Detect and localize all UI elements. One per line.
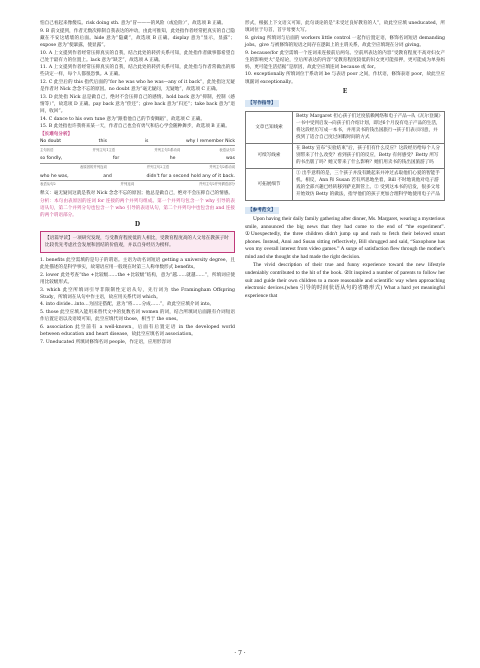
sentence-chunk: was xyxy=(226,156,235,162)
answer-explanation-12: 12. C 此空后的 this 指代后面的“for he was who he was—any of it back”，此处指这无疑是作者对 Nick 念念不忘的原因。no doubt 意为“毫无疑问，无疑地”，故选项 C 正确。 xyxy=(40,80,235,93)
table-content-cell: ① 出乎意料的是，三个孩子并没有跳起来并冲过去取他们心爱的智能手机。相反，Ann 和 Susan 若有所思地坐着，Bill 不时地说他对电子游戏的全部兴趣已经转移到萨克斯管上。② 受到这本书的启发，很多父母开始效仿 Betty 的做法，指导他们的孩子更加合理科学地使用电子产品 xyxy=(293,168,445,200)
sentence-chunk: he xyxy=(169,156,176,162)
page-number: · 7 · xyxy=(234,650,246,657)
answer-explanation-13: 13. D 此处指 Nick 总是做自己，绝对不会压抑自己的感情。hold back 意为“抑制，控制（感情等）”，故选项 D 正确。pay back 意为“偿还”；give back 意为“归还”；take back 意为“退回，收回”。 xyxy=(40,94,235,115)
essay-paragraph: The vivid description of their true and funny experience toward the new lifestyle undeniably contributed to the hit of the book. ②It inspired a number of parents to follow her suit and guide their own children to a more reasonable and scientific way when approaching electronic devices.(when 引导的时间状语从句的省略形式) What a hard yet meaningful experience that xyxy=(245,262,445,299)
sentence-tags-1 xyxy=(40,145,235,154)
right-column xyxy=(245,20,445,301)
sentence-chunk: this xyxy=(98,139,108,145)
section-d-title: D xyxy=(134,220,141,228)
answer-explanation-14: 14. C dance to his own tune 意为“跟着他自己的节奏舞蹈”，故选项 C 正确。 xyxy=(40,116,205,122)
grammar-tag: 并列连词 xyxy=(120,182,135,187)
grammar-tag: 并列主句1主语 xyxy=(92,147,116,152)
table-row xyxy=(246,111,445,143)
sentence-analysis-heading: 【长难句分析】 xyxy=(40,132,73,138)
blank-answer-7: 7. Uneducated 所填词修饰名词 people，作定语，应用形容词 xyxy=(40,339,171,345)
sample-essay xyxy=(245,216,445,301)
grammar-tag: 并列主句2主语 xyxy=(146,165,170,170)
answer-explanation-8: 怕自己看起来像傻瓜。risk doing sth. 意为“冒———的风险（或危险）”，故选项 B 正确。 xyxy=(40,21,226,26)
sentence-line-2 xyxy=(40,155,235,162)
grammar-tag: 表语从句1 xyxy=(219,147,235,152)
sentence-tags-2 xyxy=(40,163,235,172)
answer-explanation-9: 9. B 前文提到，作者无数次抑制自我表达的冲动，由此可推知，此处指作者经常把真实的自己隐藏在不安这堵墙的后面。hide 意为“隐藏”，故选项 B 正确。display 意为“显示，显露”；expose 意为“使暴露，使显露”。 xyxy=(40,28,235,48)
table-content-cell: Betty Margaret 担心孩子们过度依赖网络和电子产品→从《瓦尔登湖》一书中受到启发→向孩子们介绍计划，即过6个月没有电子产品的生活，将这段经历写成一本书，并用卖书的钱出国旅行→孩子们表示同意，并找到了适合自己度过闲暇时间的方式 xyxy=(293,111,445,143)
blank-answer-10: 10. exceptionally 所填词位于系动词 be 与表语 poor 之间，作状语，修饰表语 poor，故此空应填副词 exceptionally。 xyxy=(245,72,445,85)
sample-essay-heading: 【参考范文】 xyxy=(245,207,279,214)
sentence-chunk: so fondly, xyxy=(40,156,63,162)
grammar-tag: 表语从句2 xyxy=(40,182,56,187)
left-column xyxy=(40,20,235,346)
grammar-tag: 主句状语 xyxy=(40,147,54,152)
sentence-chunk: for xyxy=(112,156,120,162)
answer-explanation-15: 15. B 此处指也许我将来某一天，作者自己也会有勇气和信心学会随种舞步，故选项 B 正确。 xyxy=(40,124,230,130)
blank-answer-6: 6. association 此空前有 a well-known，后面有后置定语 in the developed world between education and heart disease，故此空应填名词 association。 xyxy=(40,324,235,337)
blank-answer-1: 1. benefits 此空需填的是句子的谓语。主语为动名词短语 getting a university degree，且此处描述的是科学事实，故谓语应用一般现在时第三人称单数形式 benefits。 xyxy=(40,258,235,271)
grammar-tag: 并列主句1系动词 xyxy=(154,147,181,152)
passage-guide-text: 【语篇导读】一项研究发现，与受教育程度低的人相比，受教育程度高的人父母在教孩子时比较优先考虑社会发展和团结的价值观，并以自身经历为榜样。 xyxy=(45,235,229,248)
blank-answer-8: 8. giving 所填词与后面的 workers little control 一起作后置定语，修饰名词短语 demanding jobs。give 与被修饰的短语之间存在逻辑上的主谓关系，故此空应填现在分词 giving。 xyxy=(245,35,445,48)
table-row xyxy=(246,143,445,168)
sentence-chunk: who he was, xyxy=(40,173,69,179)
table-label-cell: 文章已知线索 xyxy=(246,111,293,143)
blank-answer-2: 2. lower 此处考查“the +比较级……the +比较级”结构，意为“越……就越……”，所填词应使用比较级形式。 xyxy=(40,272,235,285)
table-row xyxy=(246,168,445,200)
writing-guide-table xyxy=(245,111,445,201)
sentence-chunk: No doubt xyxy=(40,139,62,145)
grammar-tag: 并列主句2并列谓语部分 xyxy=(198,182,235,187)
table-label-cell: 可拓展细节 xyxy=(246,168,293,200)
blank-answer-5: 5. those 此空应填入能用来替代文中的复数名词 women 的词，结合所填词后面跟有介词短语作后置定语以及语境可知，此空应填代词 those，相当于 the ones。 xyxy=(40,310,235,323)
blank-answer-4: 4. into divide…into…为固定搭配，意为“将……分成……”，故此空应填介词 into。 xyxy=(40,302,215,308)
answer-explanation-11: 11. A 上文提到作者经常压抑真实的自我，结合此处的转折关系可知，此处指与作者常做出的那些决定一样，每个人都很恐惧。A 正确。 xyxy=(40,65,235,78)
passage-guide-box xyxy=(40,231,235,253)
sentence-chunk: why I remember Nick xyxy=(185,139,235,145)
sentence-chunk: and xyxy=(103,173,112,179)
sentence-line-1 xyxy=(40,138,235,145)
sentence-analysis: 分析：本句由表原因的连词 for 连接的两个并列句组成。第一个并列句包含一个 why 引导的表语从句，第二个并列分句也包含一个 who 引导的表语从句，第二个并列句中也包含由 and 连接的两个谓语部分。 xyxy=(40,198,235,218)
writing-guide-heading: 【写作指导】 xyxy=(245,100,279,107)
essay-paragraph: Upon having their daily family gathering after dinner, Ms. Margaret, wearing a mysterious smile, announced the big news that they had come to the end of “the experiment”. ①Unexpectedly, the three children didn't jump up and rush to fetch their beloved smart phones. Instead, Anni and Susan sitting reflectively, Bill shrugged and said, “Saxophone has won my overall interest from video games.” A surge of satisfaction flew through the mother's mind and she thought she had made the right decision. xyxy=(245,215,445,260)
table-label-cell: 可续写线索 xyxy=(246,143,293,168)
sentence-line-3 xyxy=(40,173,235,180)
blank-answer-7-cont: 形式，根据上下文语义可知，此句谈论的是“未受过良好教育的人”，故此空应填 uneducated，所填词位于句首，首字母要大写。 xyxy=(245,21,445,34)
answer-explanation-10: 10. A 上文提到作者经常压抑真实的自我，结合此处的转折关系可知，此处指作者做事都希望自己处于最有力的位置上。lack 意为“缺乏”，故选项 A 正确。 xyxy=(40,50,235,63)
table-content-cell: 在 Betty 宣布“实验结束”后，孩子们有什么反应？这段经历给每个人分别带来了什么改变？看到孩子们的反应，Betty 有何感受？Betty 所写的书出版了吗？她又带来了什么影响？她们用卖书的钱出国旅游了吗 xyxy=(293,143,445,168)
section-e-title: E xyxy=(342,87,348,95)
grammar-tag: 并列主句2系动词 xyxy=(209,165,235,170)
blank-answer-9: 9. because/for 此空需填一个连词来连接前后两句。空前所表达的内容“受教育程度不高对妇女产生的影响更大”是结论，空后所表达的内容“受教育程度较低的妇女更可能扣押，更可能成为单身妈妈，更可能生活拮据”是原因，故此空应填连词 because 或 for。 xyxy=(245,50,445,70)
sentence-translation: 释义：毫无疑问这就是我对 Nick 念念不忘的原因；他总是做自己，绝对不会压抑自己的情感。 xyxy=(40,190,233,196)
blank-answer-3: 3. which 此空所填词引导非限制性定语从句，先行词为 the Framingham Offspring Study，所填词在从句中作主语，故应用关系代词 which。 xyxy=(40,287,235,300)
sentence-chunk: is xyxy=(144,139,149,145)
grammar-tag: 表原因的并列连词 xyxy=(79,165,107,170)
sentence-chunk: didn't for a second hold any of it back. xyxy=(146,173,235,179)
sentence-tags-3 xyxy=(40,180,235,189)
